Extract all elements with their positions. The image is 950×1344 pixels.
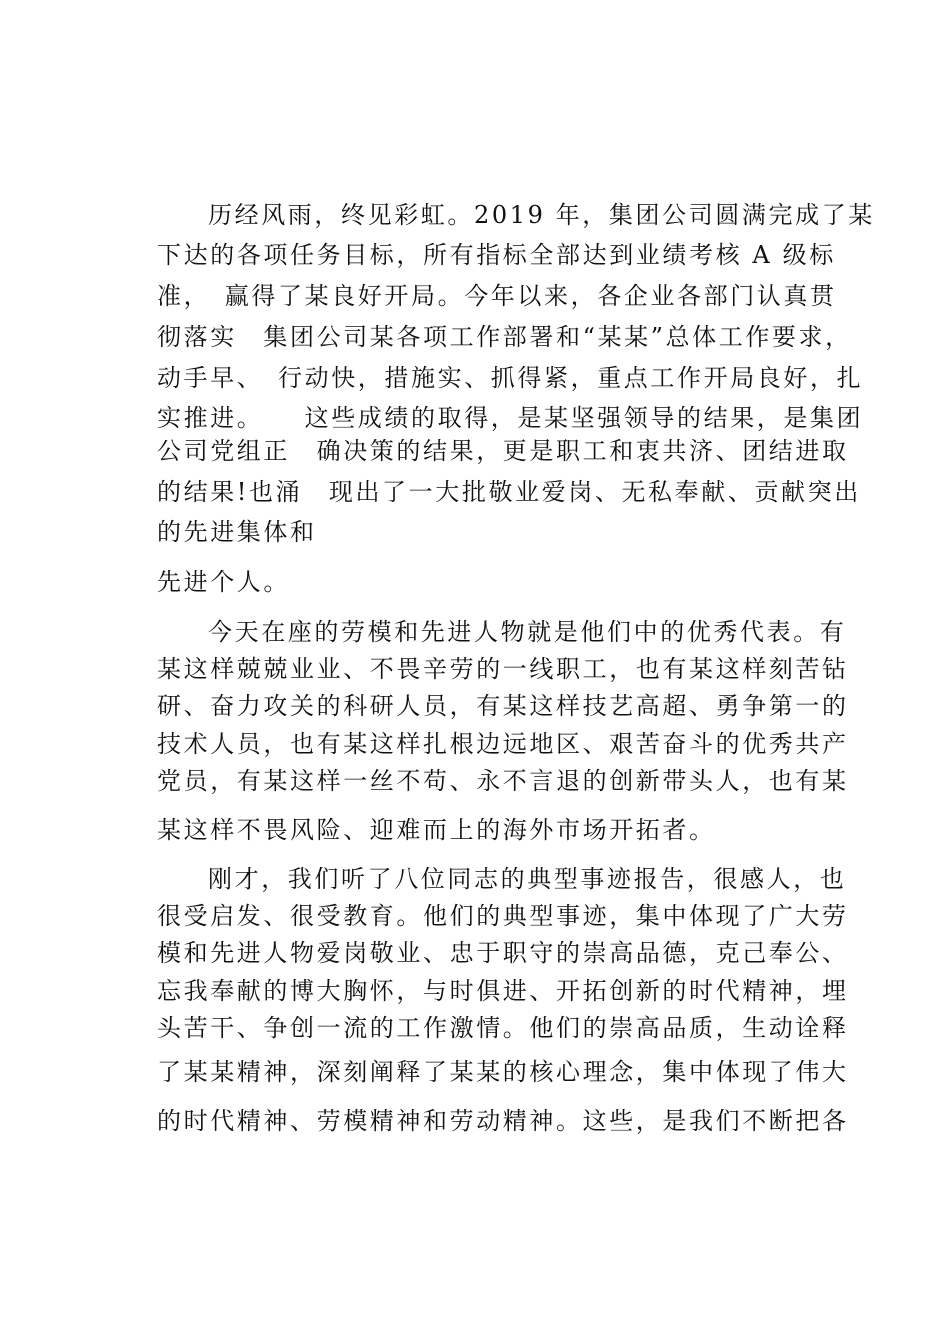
paragraph-4-line-2: 很受启发、很受教育。他们的典型事迹，集中体现了广大劳 <box>157 902 849 930</box>
paragraph-4-line-3: 模和先进人物爱岗敬业、忠于职守的崇高品德，克己奉公、 <box>157 939 849 967</box>
paragraph-3-line-4: 技术人员，也有某这样扎根边远地区、艰苦奋斗的优秀共产 <box>157 730 849 758</box>
paragraph-1-line-8: 的结果!也涌 现出了一大批敬业爱岗、无私奉献、贡献突出 <box>157 478 861 506</box>
paragraph-3-line-1: 今天在座的劳模和先进人物就是他们中的优秀代表。有 <box>208 618 847 646</box>
paragraph-1-line-1: 历经风雨，终见彩虹。2019 年，集团公司圆满完成了某 <box>208 201 875 229</box>
paragraph-4-line-1: 刚才，我们听了八位同志的典型事迹报告，很感人，也 <box>208 865 847 893</box>
paragraph-3-line-3: 研、奋力攻关的科研人员，有某这样技艺高超、勇争第一的 <box>157 692 849 720</box>
paragraph-1-line-5: 动手早、 行动快，措施实、抓得紧，重点工作开局良好，扎 <box>157 364 864 392</box>
paragraph-4-line-7: 的时代精神、劳模精神和劳动精神。这些，是我们不断把各 <box>157 1107 849 1135</box>
paragraph-1-line-4: 彻落实 集团公司某各项工作部署和“某某”总体工作要求， <box>157 323 852 351</box>
paragraph-4-line-6: 了某某精神，深刻阐释了某某的核心理念，集中体现了伟大 <box>157 1058 849 1086</box>
paragraph-1-line-6: 实推进。 这些成绩的取得，是某坚强领导的结果，是集团 <box>157 404 864 432</box>
paragraph-1-line-2: 下达的各项任务目标，所有指标全部达到业绩考核 A 级标 <box>157 241 836 269</box>
paragraph-3-line-5: 党员，有某这样一丝不苟、永不言退的创新带头人，也有某 <box>157 767 849 795</box>
paragraph-3-line-6: 某这样不畏风险、迎难而上的海外市场开拓者。 <box>157 816 716 844</box>
paragraph-3-line-2: 某这样兢兢业业、不畏辛劳的一线职工，也有某这样刻苦钻 <box>157 655 849 683</box>
paragraph-1-line-3: 准， 赢得了某良好开局。今年以来，各企业各部门认真贯 <box>157 282 837 310</box>
paragraph-4-line-4: 忘我奉献的博大胸怀，与时俱进、开拓创新的时代精神，埋 <box>157 977 849 1005</box>
paragraph-1-line-9: 的先进集体和 <box>157 518 317 546</box>
paragraph-4-line-5: 头苦干、争创一流的工作激情。他们的崇高品质，生动诠释 <box>157 1014 849 1042</box>
paragraph-1-line-7: 公司党组正 确决策的结果，更是职工和衷共济、团结进取 <box>157 437 849 465</box>
paragraph-2-line-1: 先进个人。 <box>157 568 290 596</box>
